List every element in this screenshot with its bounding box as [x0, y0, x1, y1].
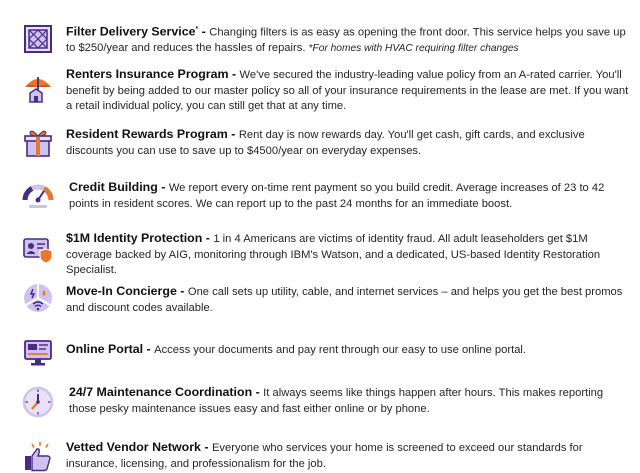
item-title: Vetted Vendor Network — [66, 440, 201, 454]
umbrella-house-icon — [22, 72, 54, 104]
item-dash: - — [252, 385, 264, 399]
item-dash: - — [202, 231, 214, 245]
air-filter-icon — [22, 23, 54, 55]
item-dash: - — [143, 342, 155, 356]
item-body: Access your documents and pay rent through our easy to use online portal. — [154, 344, 527, 356]
item-body: It always seems like things happen after hours. This makes reporting those pesky maintenance issues easy and fast either online or by phone. — [69, 387, 604, 415]
clock-wrench-icon — [22, 386, 54, 418]
monitor-portal-icon — [22, 336, 54, 368]
item-body: Rent day is now rewards day. You'll get cash, gift cards, and exclusive discounts you can use to save up to $4500/year on everyday expenses. — [66, 129, 585, 157]
item-title: $1M Identity Protection — [66, 231, 203, 245]
item-title: 24/7 Maintenance Coordination — [69, 385, 253, 399]
id-card-shield-icon — [22, 233, 54, 265]
item-title: Move-In Concierge — [66, 284, 177, 298]
item-title: Filter Delivery Service — [66, 24, 196, 39]
item-dash: - — [198, 24, 210, 39]
item-title: Credit Building — [69, 180, 158, 194]
utilities-wifi-icon — [22, 282, 54, 314]
item-dash: - — [200, 440, 212, 454]
item-dash: - — [157, 180, 169, 194]
thumbs-up-badge-icon — [22, 441, 54, 473]
item-body: 1 in 4 Americans are victims of identity fraud. All adult leaseholders get $1M coverage backed by AIG, monitoring through IBM's Watson, and a dedicated, US-based Identity Restoration Specialist. — [66, 233, 601, 276]
item-title: Online Portal — [66, 342, 144, 356]
item-body: One call sets up utility, cable, and internet services – and helps you get the best promos and discount codes available. — [66, 286, 623, 314]
credit-gauge-icon — [22, 180, 54, 212]
item-note: *For homes with HVAC requiring filter changes — [308, 43, 519, 55]
item-body: Everyone who services your home is screened to exceed our standards for insurance, licensing, and professionalism for the job. — [66, 442, 583, 470]
item-body: Changing filters is as easy as opening the front door. This service helps you save up to $250/year and reduces the hassles of repairs. — [66, 26, 626, 55]
item-body: We've secured the industry-leading value policy from an A-rated carrier. You'll benefit by being added to our master policy so all of your insurance requirements in the lease are met. If you want a retail individual policy, you can still get that at any time. — [66, 69, 629, 112]
item-body: We report every on-time rent payment so you build credit. Average increases of 23 to 42 points in resident scores. We can report up to the past 24 months for an immediate boost. — [69, 182, 605, 210]
item-title: Resident Rewards Program — [66, 127, 228, 141]
item-title: Renters Insurance Program — [66, 67, 229, 81]
item-dash: - — [228, 67, 240, 81]
item-dash: - — [227, 127, 239, 141]
item-title-mark: * — [195, 26, 199, 33]
item-dash: - — [176, 284, 188, 298]
gift-icon — [22, 127, 54, 159]
